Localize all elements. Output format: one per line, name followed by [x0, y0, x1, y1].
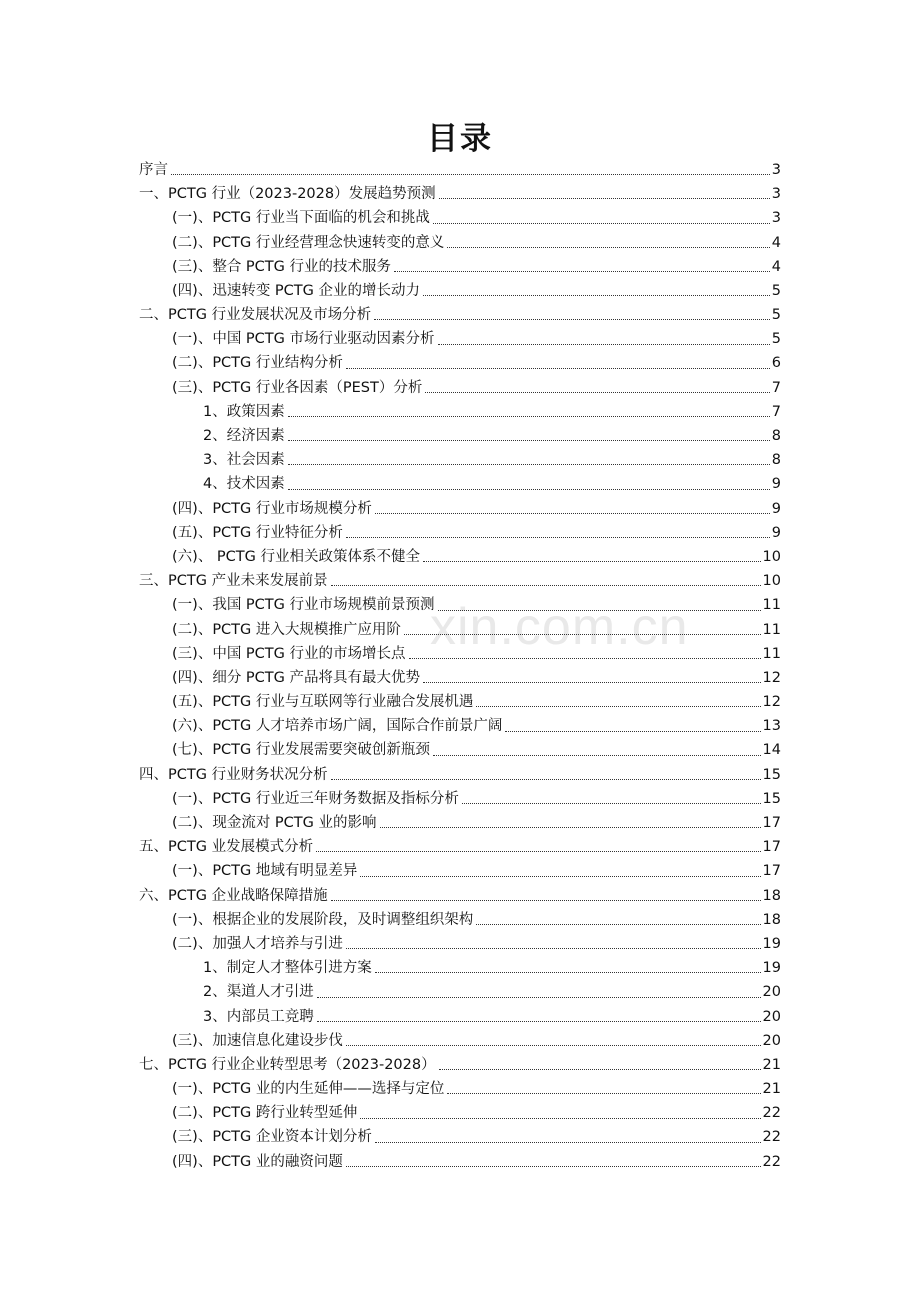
toc-entry-label: (二)、PCTG 行业结构分析 [172, 355, 343, 372]
toc-entry-label: 3、内部员工竞聘 [203, 1008, 314, 1025]
toc-entry[interactable] [139, 811, 781, 835]
toc-entry-page-number: 14 [762, 742, 781, 759]
toc-entry-page-number: 9 [771, 524, 781, 541]
dot-leader [346, 1165, 761, 1167]
dot-leader [462, 802, 761, 804]
toc-entry-label: 三、PCTG 产业未来发展前景 [139, 573, 328, 590]
toc-entry[interactable] [139, 1005, 781, 1029]
toc-entry-label: 3、社会因素 [203, 452, 285, 469]
toc-entry-page-number: 8 [771, 452, 781, 469]
toc-entry[interactable] [139, 424, 781, 448]
dot-leader [505, 730, 760, 732]
toc-entry-label: 1、政策因素 [203, 403, 285, 420]
toc-entry-page-number: 9 [771, 476, 781, 493]
toc-entry-label: (三)、PCTG 行业各因素（PEST）分析 [172, 379, 423, 396]
toc-entry-page-number: 3 [771, 210, 781, 227]
dot-leader [433, 754, 761, 756]
toc-entry[interactable] [139, 255, 781, 279]
toc-entry[interactable] [139, 376, 781, 400]
toc-entry[interactable] [139, 1053, 781, 1077]
toc-entry-label: 序言 [139, 161, 168, 178]
toc-entry-label: (五)、PCTG 行业特征分析 [172, 524, 343, 541]
dot-leader [288, 439, 770, 441]
toc-entry-label: 五、PCTG 业发展模式分析 [139, 839, 314, 856]
toc-entry-page-number: 7 [771, 379, 781, 396]
toc-entry-page-number: 15 [762, 790, 781, 807]
dot-leader [331, 778, 761, 780]
dot-leader [375, 512, 770, 514]
toc-entry-label: 四、PCTG 行业财务状况分析 [139, 766, 328, 783]
toc-entry-label: (二)、PCTG 行业经营理念快速转变的意义 [172, 234, 445, 251]
toc-entry-page-number: 5 [771, 282, 781, 299]
dot-leader [476, 705, 760, 707]
toc-entry[interactable] [139, 1101, 781, 1125]
toc-entry[interactable] [139, 956, 781, 980]
toc-entry-page-number: 20 [762, 1032, 781, 1049]
toc-entry[interactable] [139, 666, 781, 690]
toc-entry[interactable] [139, 690, 781, 714]
toc-entry-label: (七)、PCTG 行业发展需要突破创新瓶颈 [172, 742, 430, 759]
toc-entry-label: (一)、PCTG 地域有明显差异 [172, 863, 358, 880]
toc-entry[interactable] [139, 352, 781, 376]
toc-entry[interactable] [139, 1077, 781, 1101]
toc-entry-label: (二)、加强人才培养与引进 [172, 935, 343, 952]
toc-entry[interactable] [139, 1029, 781, 1053]
dot-leader [439, 1068, 761, 1070]
dot-leader [374, 318, 770, 320]
toc-entry-label: (二)、现金流对 PCTG 业的影响 [172, 815, 377, 832]
toc-entry-label: (一)、根据企业的发展阶段，及时调整组织架构 [172, 911, 474, 928]
toc-entry-label: (六)、 PCTG 行业相关政策体系不健全 [172, 548, 420, 565]
dot-leader [433, 222, 770, 224]
page-title: 目录 [427, 121, 493, 157]
toc-entry-page-number: 22 [762, 1153, 781, 1170]
toc-entry[interactable] [139, 303, 781, 327]
dot-leader [360, 875, 760, 877]
toc-entry[interactable] [139, 932, 781, 956]
dot-leader [375, 1141, 761, 1143]
toc-entry[interactable] [139, 569, 781, 593]
toc-entry-page-number: 20 [762, 984, 781, 1001]
toc-entry-page-number: 5 [771, 307, 781, 324]
toc-entry[interactable] [139, 497, 781, 521]
toc-entry[interactable] [139, 472, 781, 496]
toc-entry-page-number: 15 [762, 766, 781, 783]
dot-leader [423, 560, 761, 562]
toc-entry-page-number: 4 [771, 258, 781, 275]
toc-entry-label: (五)、PCTG 行业与互联网等行业融合发展机遇 [172, 694, 474, 711]
toc-entry-label: 4、技术因素 [203, 476, 285, 493]
toc-entry-label: 一、PCTG 行业（2023-2028）发展趋势预测 [139, 186, 436, 203]
dot-leader [425, 391, 769, 393]
dot-leader [438, 343, 770, 345]
dot-leader [375, 971, 761, 973]
toc-entry-label: 二、PCTG 行业发展状况及市场分析 [139, 307, 372, 324]
dot-leader [171, 173, 770, 175]
toc-entry-label: (一)、PCTG 行业近三年财务数据及指标分析 [172, 790, 459, 807]
toc-entry-label: (四)、迅速转变 PCTG 企业的增长动力 [172, 282, 420, 299]
toc-entry-label: 六、PCTG 企业战略保障措施 [139, 887, 328, 904]
toc-entry-label: (一)、中国 PCTG 市场行业驱动因素分析 [172, 331, 435, 348]
table-of-contents [139, 158, 781, 1174]
dot-leader [317, 1020, 761, 1022]
toc-entry-page-number: 21 [762, 1081, 781, 1098]
toc-entry[interactable] [139, 859, 781, 883]
toc-entry-page-number: 11 [762, 645, 781, 662]
dot-leader [360, 1117, 760, 1119]
toc-entry-page-number: 7 [771, 403, 781, 420]
dot-leader [476, 923, 760, 925]
toc-entry-page-number: 17 [762, 839, 781, 856]
dot-leader [423, 294, 770, 296]
toc-entry-page-number: 10 [762, 573, 781, 590]
toc-entry[interactable] [139, 545, 781, 569]
toc-entry[interactable] [139, 835, 781, 859]
dot-leader [423, 681, 761, 683]
toc-entry-page-number: 17 [762, 815, 781, 832]
toc-entry-page-number: 12 [762, 694, 781, 711]
dot-leader [409, 657, 761, 659]
toc-entry-page-number: 18 [762, 911, 781, 928]
dot-leader [439, 197, 770, 199]
toc-entry-label: (二)、PCTG 进入大规模推广应用阶 [172, 621, 401, 638]
toc-entry[interactable] [139, 618, 781, 642]
toc-entry-page-number: 19 [762, 960, 781, 977]
toc-entry[interactable] [139, 739, 781, 763]
toc-entry-label: (一)、PCTG 行业当下面临的机会和挑战 [172, 210, 430, 227]
toc-entry-page-number: 18 [762, 887, 781, 904]
toc-entry-page-number: 3 [771, 161, 781, 178]
toc-entry[interactable] [139, 908, 781, 932]
toc-entry-label: (三)、整合 PCTG 行业的技术服务 [172, 258, 391, 275]
toc-entry-page-number: 9 [771, 500, 781, 517]
toc-entry[interactable] [139, 158, 781, 182]
toc-entry[interactable] [139, 1150, 781, 1174]
dot-leader [317, 996, 761, 998]
toc-entry-label: (四)、PCTG 业的融资问题 [172, 1153, 343, 1170]
watermark: xin.com.cn [430, 598, 689, 656]
toc-entry[interactable] [139, 642, 781, 666]
toc-entry[interactable] [139, 400, 781, 424]
toc-entry-label: (一)、我国 PCTG 行业市场规模前景预测 [172, 597, 435, 614]
dot-leader [331, 899, 761, 901]
toc-entry-page-number: 21 [762, 1056, 781, 1073]
toc-entry-page-number: 13 [762, 718, 781, 735]
toc-entry-page-number: 22 [762, 1105, 781, 1122]
toc-entry-page-number: 20 [762, 1008, 781, 1025]
dot-leader [316, 850, 760, 852]
toc-entry-label: (一)、PCTG 业的内生延伸——选择与定位 [172, 1081, 445, 1098]
toc-entry-label: 七、PCTG 行业企业转型思考（2023-2028） [139, 1056, 436, 1073]
dot-leader [288, 488, 770, 490]
toc-entry[interactable] [139, 787, 781, 811]
toc-entry-page-number: 4 [771, 234, 781, 251]
dot-leader [288, 463, 770, 465]
toc-entry-label: (二)、PCTG 跨行业转型延伸 [172, 1105, 358, 1122]
dot-leader [438, 609, 761, 611]
toc-entry-page-number: 17 [762, 863, 781, 880]
toc-entry-label: (六)、PCTG 人才培养市场广阔，国际合作前景广阔 [172, 718, 503, 735]
toc-entry[interactable] [139, 714, 781, 738]
toc-entry-label: (三)、PCTG 企业资本计划分析 [172, 1129, 372, 1146]
toc-entry[interactable] [139, 448, 781, 472]
toc-entry[interactable] [139, 206, 781, 230]
toc-entry[interactable] [139, 182, 781, 206]
toc-entry[interactable] [139, 593, 781, 617]
toc-entry[interactable] [139, 884, 781, 908]
dot-leader [380, 826, 761, 828]
dot-leader [331, 584, 761, 586]
dot-leader [346, 367, 770, 369]
toc-entry-page-number: 19 [762, 935, 781, 952]
toc-entry-page-number: 10 [762, 548, 781, 565]
dot-leader [447, 246, 769, 248]
toc-entry[interactable] [139, 521, 781, 545]
toc-entry-label: 1、制定人才整体引进方案 [203, 960, 372, 977]
dot-leader [346, 1044, 761, 1046]
dot-leader [447, 1092, 760, 1094]
toc-entry[interactable] [139, 980, 781, 1004]
toc-entry-page-number: 8 [771, 428, 781, 445]
dot-leader [394, 270, 770, 272]
toc-entry-label: (三)、中国 PCTG 行业的市场增长点 [172, 645, 406, 662]
toc-entry-page-number: 3 [771, 186, 781, 203]
toc-entry-label: 2、经济因素 [203, 428, 285, 445]
toc-entry-page-number: 11 [762, 597, 781, 614]
toc-entry[interactable] [139, 231, 781, 255]
toc-entry[interactable] [139, 327, 781, 351]
toc-entry[interactable] [139, 279, 781, 303]
toc-entry[interactable] [139, 763, 781, 787]
toc-entry[interactable] [139, 1126, 781, 1150]
toc-entry-label: (四)、细分 PCTG 产品将具有最大优势 [172, 669, 420, 686]
dot-leader [346, 536, 770, 538]
toc-entry-page-number: 5 [771, 331, 781, 348]
dot-leader [346, 947, 761, 949]
toc-entry-label: 2、渠道人才引进 [203, 984, 314, 1001]
toc-entry-page-number: 11 [762, 621, 781, 638]
toc-entry-page-number: 6 [771, 355, 781, 372]
dot-leader [404, 633, 761, 635]
toc-entry-label: (四)、PCTG 行业市场规模分析 [172, 500, 372, 517]
toc-entry-page-number: 22 [762, 1129, 781, 1146]
dot-leader [288, 415, 770, 417]
toc-entry-page-number: 12 [762, 669, 781, 686]
toc-entry-label: (三)、加速信息化建设步伐 [172, 1032, 343, 1049]
